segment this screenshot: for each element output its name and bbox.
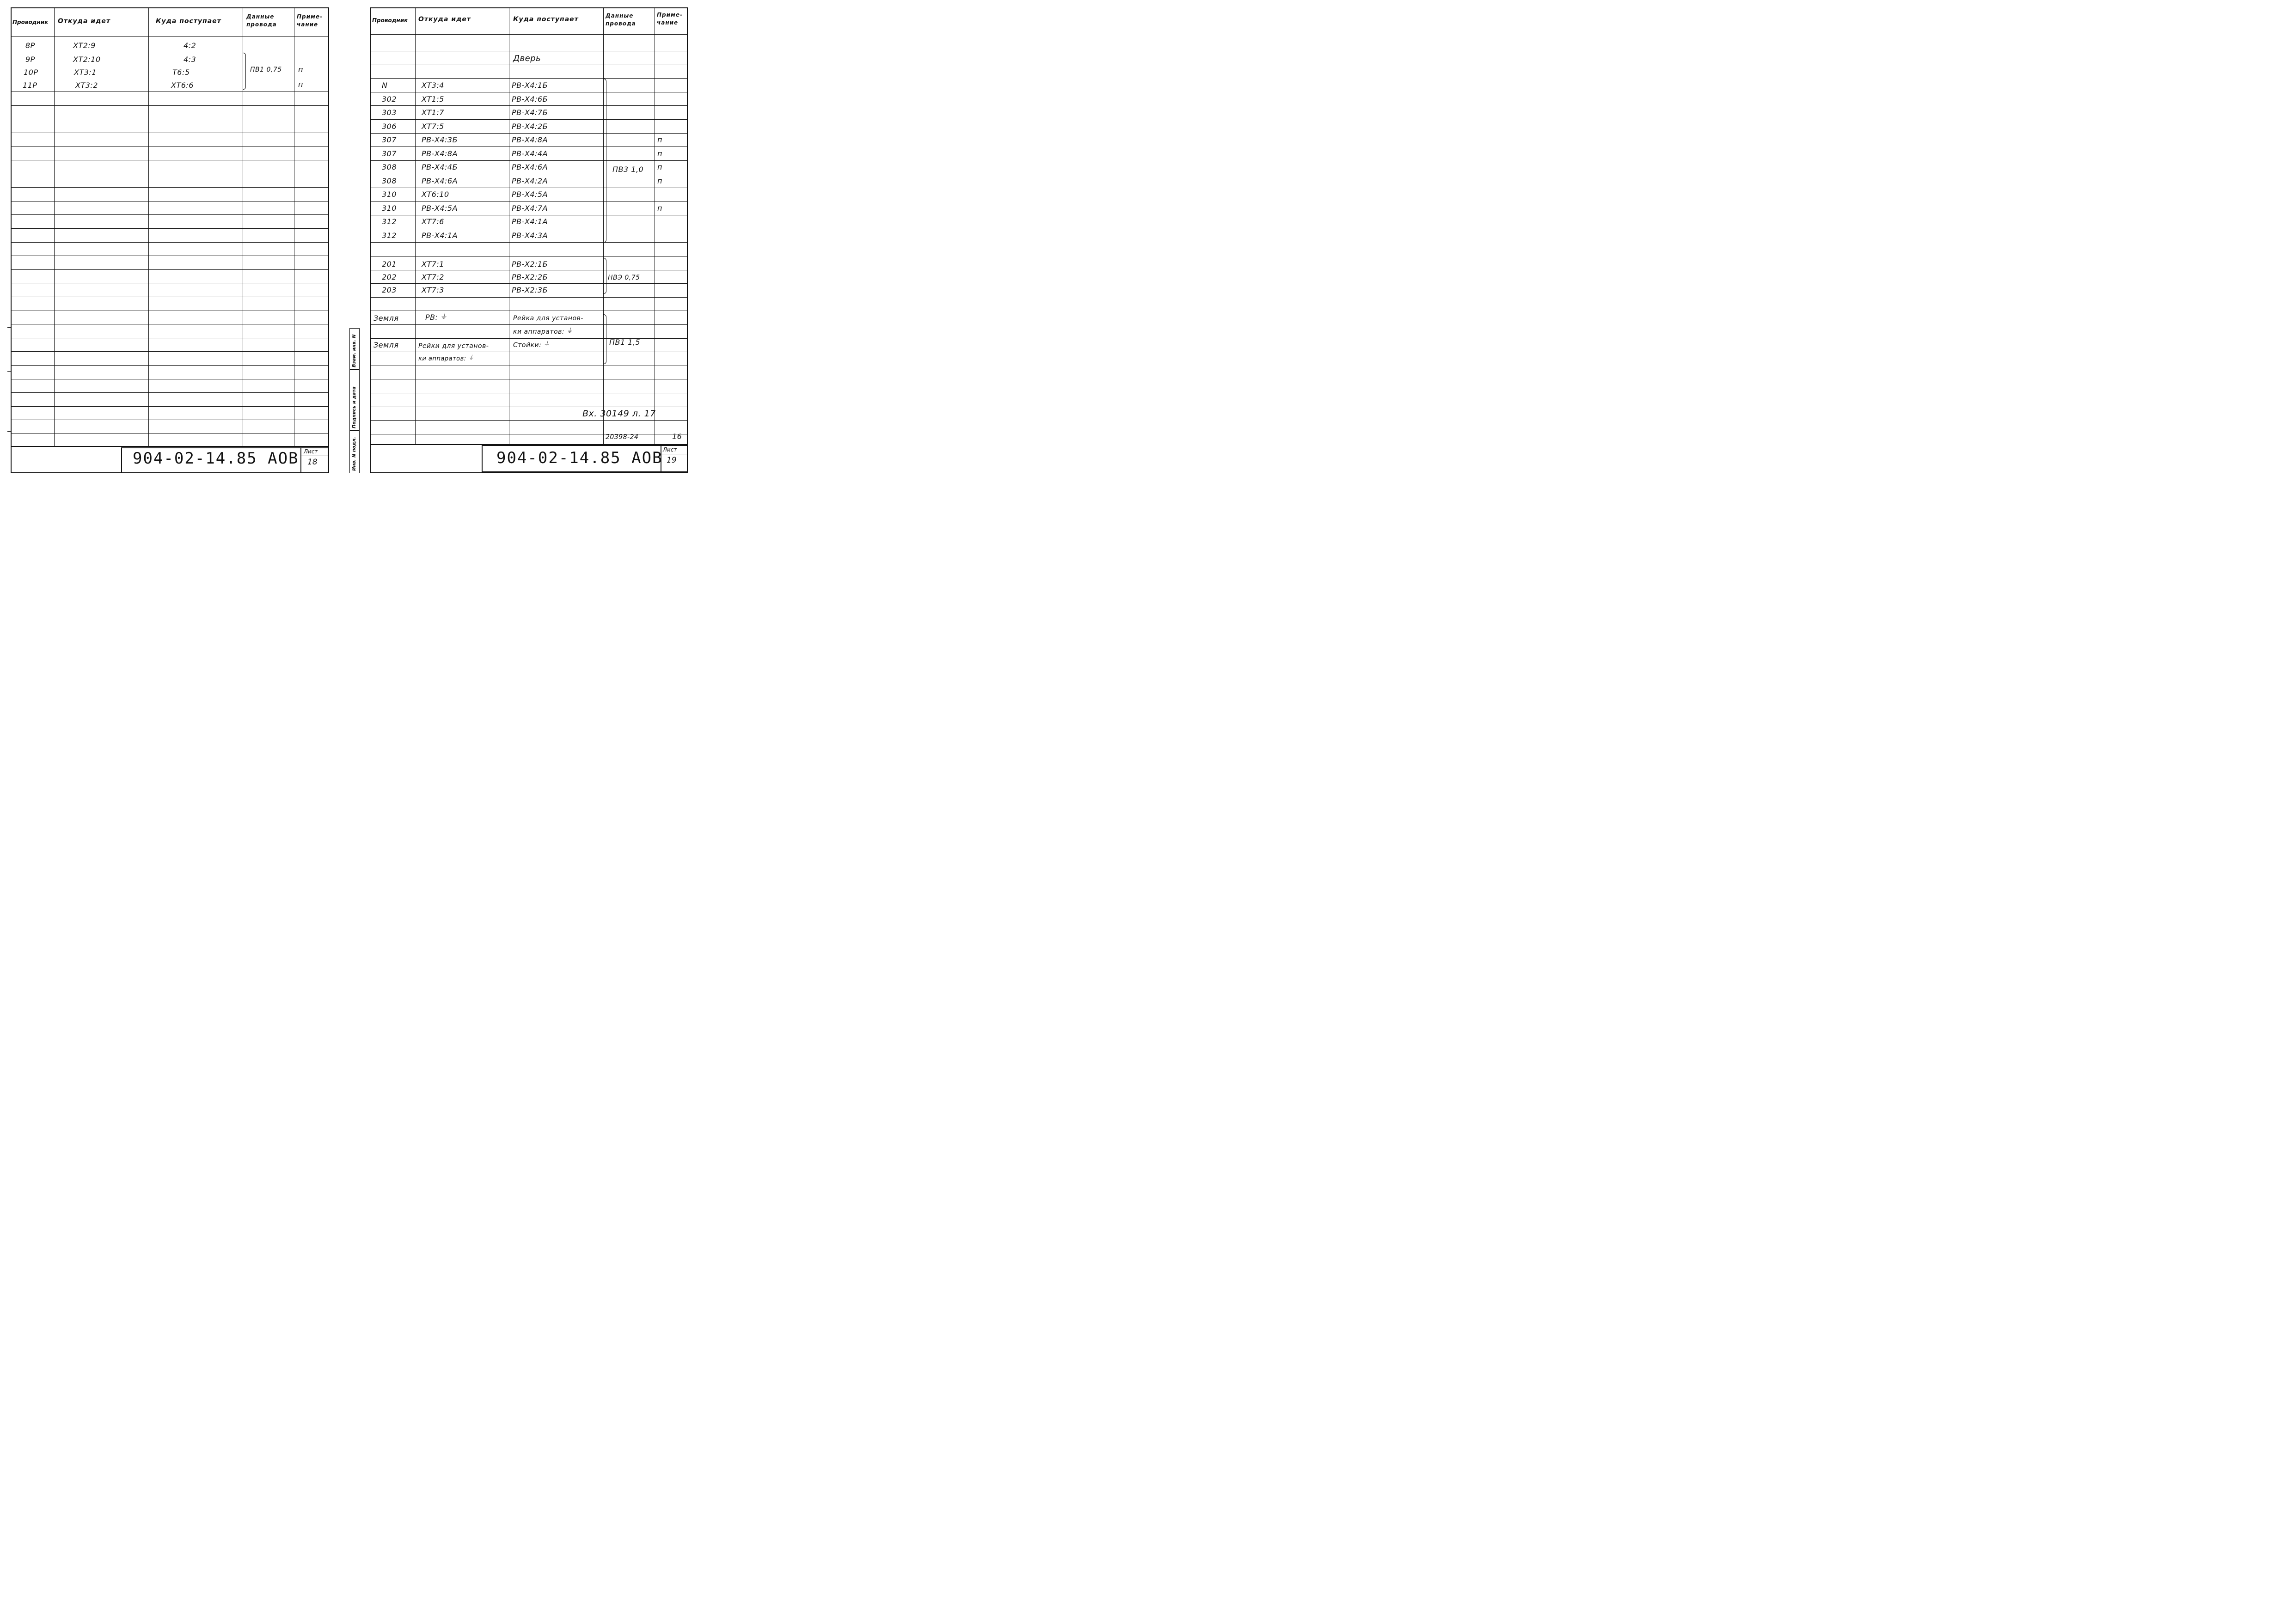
from-cell: ХТ2:9 (73, 41, 96, 50)
to-cell: Т6:5 (172, 68, 190, 77)
row-rule (12, 187, 328, 188)
to-cell: РВ-Х4:5А (512, 190, 548, 199)
header-note: Приме-чание (657, 12, 683, 26)
margin-tick (7, 431, 11, 432)
to-cell: РВ-Х2:2Б (512, 273, 548, 281)
row-rule (12, 214, 328, 215)
conductor-cell: 202 (382, 273, 397, 281)
from-cell: ХТ3:2 (75, 81, 98, 90)
from-cell: ХТ3:1 (74, 68, 97, 77)
conductor-cell: 306 (382, 122, 397, 131)
conductor-cell: 308 (382, 176, 397, 185)
header-wire-data: Данные провода (246, 13, 277, 28)
from-cell: ХТ7:5 (422, 122, 444, 131)
note-cell: п (657, 163, 662, 171)
row-rule (371, 420, 688, 421)
header-to: Куда поступает (513, 16, 579, 23)
note-cell: п (298, 65, 303, 74)
side-label-box (349, 431, 360, 473)
from-cell: ХТ7:1 (422, 260, 444, 269)
to-cell: РВ-Х2:3Б (512, 286, 548, 294)
from-cell: ХТ7:3 (422, 286, 444, 294)
from-cell: РВ-Х4:5А (422, 203, 458, 213)
from-cell: РВ-Х4:3Б (422, 135, 458, 144)
row-rule (371, 201, 688, 202)
sheet-label: Лист (663, 446, 677, 453)
note-cell: п (657, 149, 662, 158)
to-cell: ки аппаратов: ⏚ (513, 327, 573, 336)
row-rule (12, 392, 328, 393)
stamp-divider (12, 446, 328, 447)
from-cell: ХТ2:10 (73, 55, 101, 64)
row-rule (12, 365, 328, 366)
row-rule (12, 269, 328, 270)
col-divider (54, 8, 55, 446)
to-cell: 4:2 (184, 41, 196, 50)
side-label: Инв. N подл. (352, 437, 357, 471)
row-rule (12, 105, 328, 106)
row-rule (12, 228, 328, 229)
to-cell: Стойки: ⏚ (513, 341, 550, 349)
group2-wire-cell: НВЭ 0,75 (608, 274, 640, 281)
note-cell: п (657, 203, 662, 213)
side-label: Подпись и дата (352, 386, 357, 428)
conductor-cell: 9Р (25, 55, 35, 64)
group1-wire-cell: ПВ3 1,0 (612, 165, 644, 174)
to-cell: РВ-Х4:6Б (512, 94, 548, 104)
from-cell: РВ: ⏚ (425, 312, 448, 322)
row-rule (12, 242, 328, 243)
header-divider (371, 34, 688, 35)
conductor-cell: 310 (382, 190, 397, 199)
to-cell: РВ-Х4:7Б (512, 108, 548, 117)
to-cell: РВ-Х2:1Б (512, 260, 548, 269)
row-rule (12, 351, 328, 352)
wire-group-cell: ПВ1 0,75 (250, 66, 282, 73)
from-cell: ХТ6:10 (422, 190, 449, 199)
conductor-cell: 11Р (23, 81, 37, 90)
left-sheet (11, 7, 329, 473)
from-cell: ХТ7:2 (422, 273, 444, 281)
header-conductor: Проводник (372, 17, 408, 24)
conductor-cell: 201 (382, 260, 397, 269)
from-cell: ХТ3:4 (422, 81, 444, 90)
conductor-cell: 8Р (25, 41, 35, 50)
to-cell: РВ-Х4:2Б (512, 122, 548, 131)
drawing-code: 904-02-14.85 АОВ (496, 449, 663, 467)
section-title: Дверь (513, 54, 541, 63)
conductor-cell: 312 (382, 217, 397, 226)
conductor-cell: 307 (382, 135, 397, 144)
to-cell: РВ-Х4:6А (512, 163, 548, 171)
to-cell: ХТ6:6 (171, 81, 194, 90)
to-cell: РВ-Х4:1А (512, 217, 548, 226)
header-from: Откуда идет (58, 18, 110, 25)
conductor-cell: 303 (382, 108, 397, 117)
row-rule (371, 160, 688, 161)
header-conductor: Проводник (12, 19, 49, 25)
conductor-cell: 203 (382, 286, 397, 294)
margin-tick (7, 371, 11, 372)
drawing-code: 904-02-14.85 АОВ (133, 449, 299, 468)
conductor-cell: 308 (382, 163, 397, 171)
archive-number: 20398-24 (606, 433, 639, 441)
row-rule (12, 433, 328, 434)
margin-tick (7, 327, 11, 328)
from-cell: РВ-Х4:8А (422, 149, 458, 158)
sheet-label: Лист (304, 448, 318, 455)
to-cell: РВ-Х4:4А (512, 149, 548, 158)
to-cell: РВ-Х4:2А (512, 176, 548, 185)
row-rule (371, 324, 688, 325)
conductor-cell: 312 (382, 231, 397, 240)
sheet-number: 18 (307, 458, 318, 467)
ground-symbol-icon: ⏚ (566, 327, 573, 335)
col-divider (415, 7, 416, 444)
conductor-cell: 302 (382, 94, 397, 104)
to-cell: 4:3 (184, 55, 196, 64)
header-note: Приме-чание (297, 13, 323, 28)
side-label-box (349, 370, 360, 431)
row-rule (371, 283, 688, 284)
row-rule (371, 78, 688, 79)
to-cell: РВ-Х4:7А (512, 203, 548, 213)
from-cell: Рейки для установ- (418, 342, 489, 350)
row-rule (371, 119, 688, 120)
row-rule (12, 146, 328, 147)
conductor-cell: N (382, 81, 388, 90)
conductor-cell: Земля (373, 314, 399, 323)
conductor-cell: 10Р (24, 68, 38, 77)
group-brace (243, 53, 246, 90)
conductor-cell: Земля (373, 341, 399, 349)
to-cell: РВ-Х4:3А (512, 231, 548, 240)
ground-symbol-icon: ⏚ (543, 341, 550, 348)
from-cell: РВ-Х4:1А (422, 231, 458, 240)
note-cell: п (657, 176, 662, 185)
from-cell: ХТ1:5 (422, 94, 444, 104)
row-rule (371, 133, 688, 134)
conductor-cell: 310 (382, 203, 397, 213)
handwritten-ref: Вх. 30149 л. 17 (582, 409, 656, 419)
from-cell: ХТ7:6 (422, 217, 444, 226)
ground-symbol-icon: ⏚ (440, 312, 448, 321)
to-cell: Рейка для установ- (513, 315, 583, 322)
group-brace (603, 258, 606, 294)
note-cell: п (298, 80, 303, 89)
archive-sheet: 16 (672, 432, 682, 441)
from-cell: РВ-Х4:6А (422, 176, 458, 185)
right-sheet (370, 7, 688, 473)
note-cell: п (657, 135, 662, 144)
group-brace (603, 314, 606, 364)
group-brace (603, 79, 606, 243)
conductor-cell: 307 (382, 149, 397, 158)
row-rule (371, 105, 688, 106)
header-divider (12, 36, 328, 37)
header-wire-data: Данные провода (606, 12, 636, 27)
row-rule (371, 297, 688, 298)
from-cell: РВ-Х4:4Б (422, 163, 458, 171)
side-label-box (349, 328, 360, 370)
to-cell: РВ-Х4:8А (512, 135, 548, 144)
group3-wire-cell: ПВ1 1,5 (609, 338, 641, 347)
from-cell: ки аппаратов: ⏚ (418, 354, 475, 362)
to-cell: РВ-Х4:1Б (512, 81, 548, 90)
header-from: Откуда идет (418, 16, 471, 23)
row-rule (371, 242, 688, 243)
row-rule (12, 406, 328, 407)
col-divider (148, 8, 149, 446)
side-label: Взам. инв. N (352, 334, 357, 367)
sheet-number: 19 (667, 456, 677, 465)
ground-symbol-icon: ⏚ (468, 354, 475, 361)
header-to: Куда поступает (156, 18, 221, 25)
from-cell: ХТ1:7 (422, 108, 444, 117)
stamp-divider (300, 447, 301, 472)
